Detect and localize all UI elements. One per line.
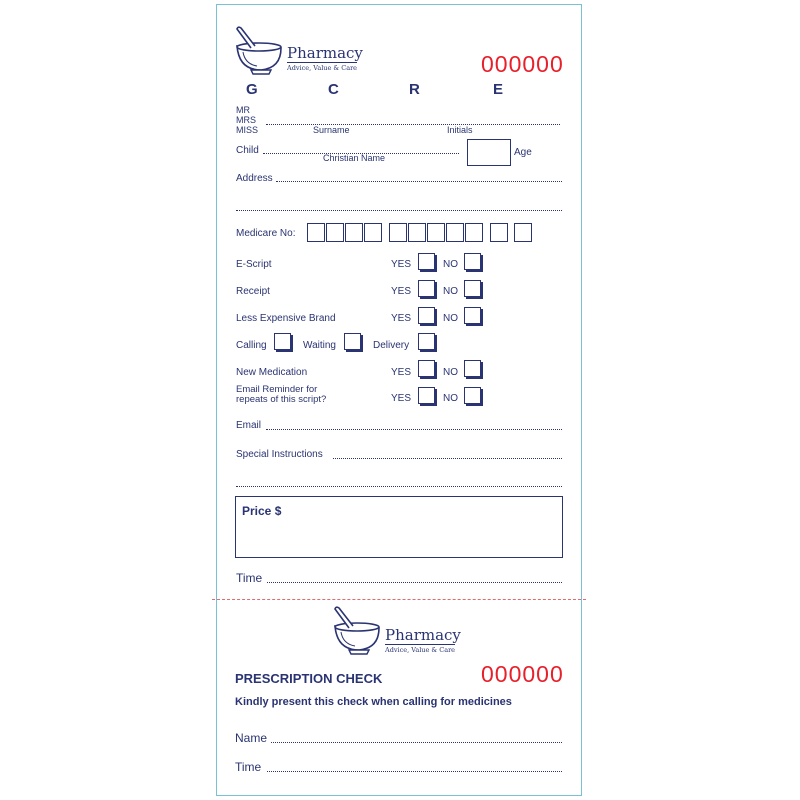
address-label: Address: [236, 173, 273, 184]
new-medication-no-checkbox[interactable]: [464, 360, 481, 377]
mortar-pestle-icon: [331, 604, 383, 656]
time-field[interactable]: [267, 582, 562, 583]
special-instructions-label: Special Instructions: [236, 449, 323, 460]
initials-label: Initials: [447, 125, 473, 135]
brand-tagline: Advice, Value & Care: [385, 646, 456, 654]
email-reminder-yes-checkbox[interactable]: [418, 387, 435, 404]
title-miss: MISS: [236, 125, 259, 135]
serial-number: 000000: [481, 51, 564, 77]
brand-tagline: Advice, Value & Care: [287, 64, 358, 72]
yes-label: YES: [391, 259, 412, 270]
calling-label: Calling: [236, 340, 267, 351]
less-expensive-label: Less Expensive Brand: [236, 313, 336, 324]
no-label: NO: [443, 286, 458, 297]
tear-off-line: [212, 599, 586, 600]
age-box[interactable]: [467, 139, 511, 166]
yes-label: YES: [391, 367, 412, 378]
receipt-no-checkbox[interactable]: [464, 280, 481, 297]
calling-checkbox[interactable]: [274, 333, 291, 350]
medicare-digit[interactable]: [490, 223, 508, 242]
no-label: NO: [443, 367, 458, 378]
new-medication-yes-checkbox[interactable]: [418, 360, 435, 377]
medicare-digit[interactable]: [446, 223, 464, 242]
delivery-checkbox[interactable]: [418, 333, 435, 350]
medicare-digit[interactable]: [326, 223, 344, 242]
medicare-digit[interactable]: [389, 223, 407, 242]
special-instructions-field-1[interactable]: [333, 458, 562, 459]
surname-label: Surname: [313, 125, 350, 135]
email-label: Email: [236, 420, 262, 431]
medicare-digit[interactable]: [345, 223, 363, 242]
check-instruction: Kindly present this check when calling for medicines: [235, 696, 512, 708]
price-label: Price $: [242, 504, 282, 518]
email-reminder-no-checkbox[interactable]: [464, 387, 481, 404]
title-mrs: MRS: [236, 115, 256, 125]
yes-label: YES: [391, 313, 412, 324]
yes-label: YES: [391, 286, 412, 297]
gcre-e: E: [493, 81, 504, 98]
medicare-digit[interactable]: [465, 223, 483, 242]
check-time-label: Time: [235, 760, 262, 774]
less-expensive-yes-checkbox[interactable]: [418, 307, 435, 324]
address-field-1[interactable]: [276, 181, 562, 182]
mortar-pestle-icon: [233, 24, 285, 76]
medicare-digit[interactable]: [514, 223, 532, 242]
medicare-digit[interactable]: [427, 223, 445, 242]
brand-name: Pharmacy: [385, 626, 461, 644]
brand-name: Pharmacy: [287, 44, 363, 62]
yes-label: YES: [391, 393, 412, 404]
gcre-c: C: [328, 81, 339, 98]
check-serial-number: 000000: [481, 661, 564, 687]
email-reminder-label-1: Email Reminder for: [236, 384, 318, 395]
escript-no-checkbox[interactable]: [464, 253, 481, 270]
escript-yes-checkbox[interactable]: [418, 253, 435, 270]
address-field-2[interactable]: [236, 210, 562, 211]
new-medication-label: New Medication: [236, 367, 308, 378]
waiting-label: Waiting: [303, 340, 336, 351]
check-name-label: Name: [235, 731, 268, 745]
email-field[interactable]: [266, 429, 562, 430]
medicare-digit[interactable]: [408, 223, 426, 242]
receipt-yes-checkbox[interactable]: [418, 280, 435, 297]
no-label: NO: [443, 313, 458, 324]
email-reminder-label-2: repeats of this script?: [236, 394, 327, 405]
check-title: PRESCRIPTION CHECK: [235, 671, 383, 686]
waiting-checkbox[interactable]: [344, 333, 361, 350]
price-box[interactable]: [235, 496, 563, 558]
christian-name-label: Christian Name: [323, 153, 386, 163]
title-mr: MR: [236, 105, 250, 115]
gcre-g: G: [246, 81, 258, 98]
surname-field[interactable]: [266, 124, 560, 125]
check-time-field[interactable]: [267, 771, 562, 772]
escript-label: E-Script: [236, 259, 272, 270]
delivery-label: Delivery: [373, 340, 410, 351]
no-label: NO: [443, 259, 458, 270]
medicare-digit[interactable]: [364, 223, 382, 242]
less-expensive-no-checkbox[interactable]: [464, 307, 481, 324]
check-name-field[interactable]: [271, 742, 562, 743]
medicare-digit[interactable]: [307, 223, 325, 242]
no-label: NO: [443, 393, 458, 404]
age-label: Age: [514, 147, 532, 158]
time-label: Time: [236, 571, 263, 585]
receipt-label: Receipt: [236, 286, 270, 297]
gcre-r: R: [409, 81, 420, 98]
child-label: Child: [236, 145, 259, 156]
special-instructions-field-2[interactable]: [236, 486, 562, 487]
medicare-label: Medicare No:: [236, 228, 296, 239]
